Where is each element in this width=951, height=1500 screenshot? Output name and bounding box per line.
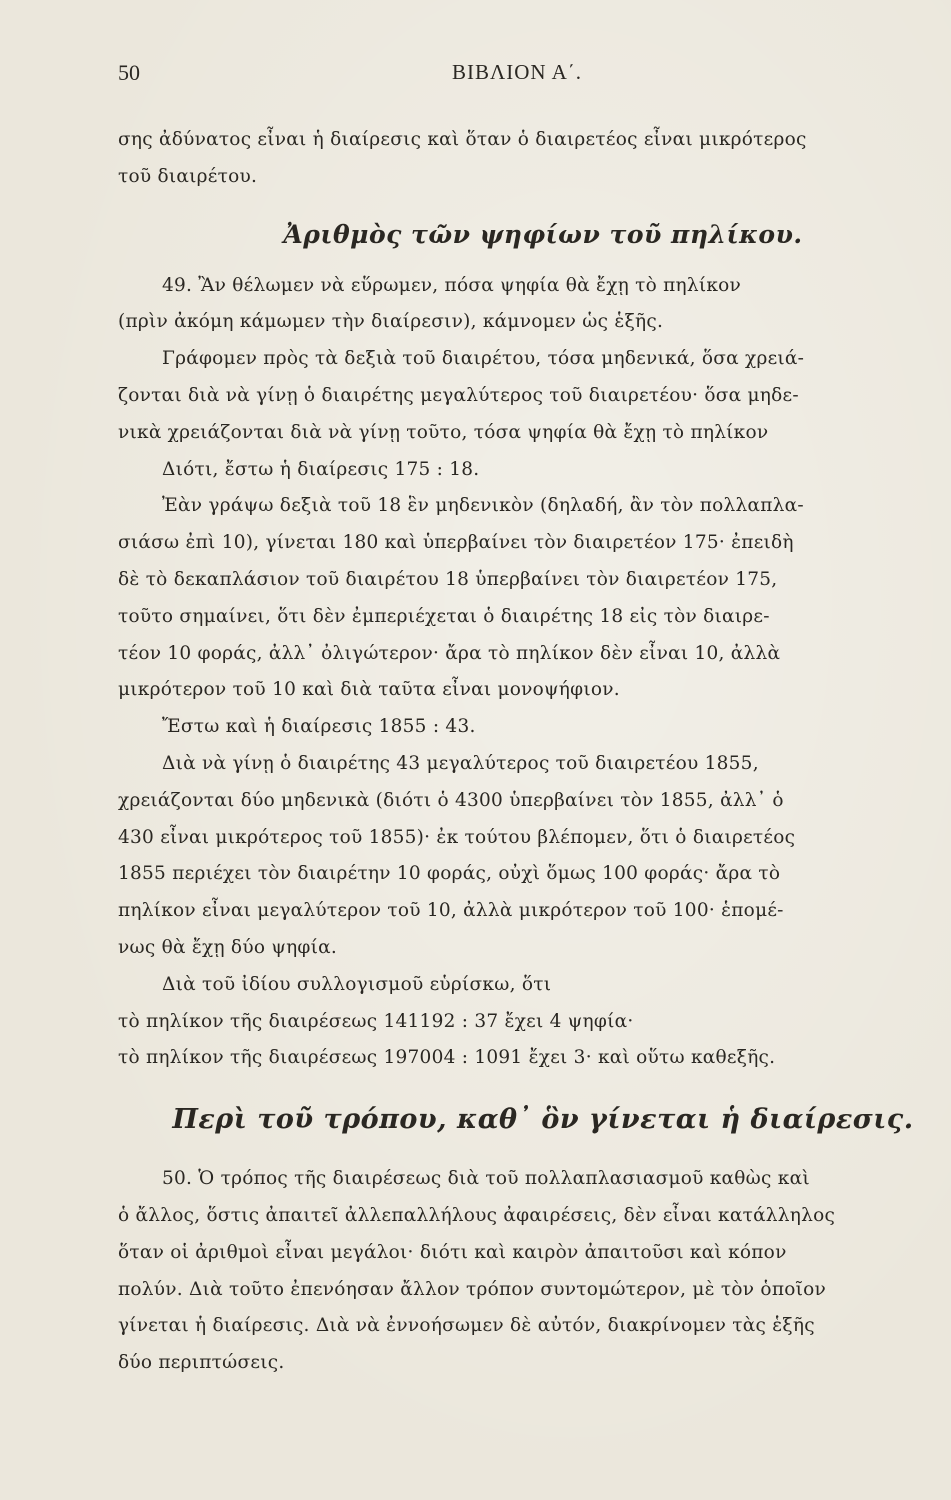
text-line: (πρὶν ἀκόμη κάμωμεν τὴν διαίρεσιν), κάμνομεν ὡς ἑξῆς. (118, 311, 664, 333)
text-line: χρειάζονται δύο μηδενικὰ (διότι ὁ 4300 ὑπερβαίνει τὸν 1855, ἀλλ᾽ ὁ (118, 789, 784, 811)
text-line: τοῦ διαιρέτου. (118, 165, 258, 187)
text-line: 430 εἶναι μικρότερος τοῦ 1855)· ἐκ τούτου βλέπομεν, ὅτι ὁ διαιρετέος (118, 826, 796, 848)
text-line: μικρότερον τοῦ 10 καὶ διὰ ταῦτα εἶναι μονοψήφιον. (118, 679, 620, 701)
example-1855-43: Ἔστω καὶ ἡ διαίρεσις 1855 : 43. (162, 716, 476, 738)
text-line: δύο περιπτώσεις. (118, 1352, 285, 1374)
text-line: νικὰ χρειάζονται διὰ νὰ γίνῃ τοῦτο, τόσα ψηφία θὰ ἔχῃ τὸ πηλίκον (118, 421, 769, 443)
text-line: σης ἀδύνατος εἶναι ἡ διαίρεσις καὶ ὅταν ὁ διαιρετέος εἶναι μικρότερος (118, 129, 807, 150)
text-line: 1855 περιέχει τὸν διαιρέτην 10 φοράς, οὐχὶ ὅμως 100 φοράς· ἄρα τὸ (118, 863, 781, 885)
text-line: σιάσω ἐπὶ 10), γίνεται 180 καὶ ὑπερβαίνει τὸν διαιρετέον 175· ἐπειδὴ (118, 532, 794, 554)
text-line: τέον 10 φοράς, ἀλλ᾽ ὀλιγώτερον· ἄρα τὸ πηλίκον δὲν εἶναι 10, ἀλλὰ (118, 642, 781, 664)
paragraph-rule-start: Γράφομεν πρὸς τὰ δεξιὰ τοῦ διαιρέτου, τόσα μηδενικά, ὅσα χρειά- (162, 348, 805, 370)
text-line: Διὰ τοῦ ἰδίου συλλογισμοῦ εὑρίσκω, ὅτι (162, 973, 552, 995)
text-line: τοῦτο σημαίνει, ὅτι δὲν ἐμπεριέχεται ὁ διαιρέτης 18 εἰς τὸν διαιρε- (118, 605, 770, 627)
text-line: τὸ πηλίκον τῆς διαιρέσεως 197004 : 1091 ἔχει 3· καὶ οὕτω καθεξῆς. (118, 1047, 776, 1069)
text-line: νως θὰ ἔχῃ δύο ψηφία. (118, 936, 338, 958)
section-heading-number-of-digits: Ἀριθμὸς τῶν ψηφίων τοῦ πηλίκου. (283, 219, 803, 249)
text-line: ὅταν οἱ ἀριθμοὶ εἶναι μεγάλοι· διότι καὶ καιρὸν ἀπαιτοῦσι καὶ κόπον (118, 1241, 787, 1263)
paragraph-50-start: 50. Ὁ τρόπος τῆς διαιρέσεως διὰ τοῦ πολλαπλασιασμοῦ καθὼς καὶ (162, 1168, 810, 1190)
text-line: Ἐὰν γράψω δεξιὰ τοῦ 18 ἓν μηδενικὸν (δηλαδή, ἂν τὸν πολλαπλα- (162, 495, 804, 517)
text-line: πηλίκον εἶναι μεγαλύτερον τοῦ 10, ἀλλὰ μικρότερον τοῦ 100· ἑπομέ- (118, 900, 784, 922)
text-line: ὁ ἄλλος, ὅστις ἀπαιτεῖ ἀλλεπαλλήλους ἀφαιρέσεις, δὲν εἶναι κατάλληλος (118, 1204, 836, 1226)
text-line: δὲ τὸ δεκαπλάσιον τοῦ διαιρέτου 18 ὑπερβαίνει τὸν διαιρετέον 175, (118, 568, 778, 590)
section-heading-division-method: Περὶ τοῦ τρόπου, καθ᾽ ὃν γίνεται ἡ διαίρεσις. (172, 1104, 914, 1136)
page-body (118, 122, 938, 1382)
paragraph-49-start: 49. Ἂν θέλωμεν νὰ εὕρωμεν, πόσα ψηφία θὰ ἔχῃ τὸ πηλίκον (162, 274, 742, 296)
text-line: πολύν. Διὰ τοῦτο ἐπενόησαν ἄλλον τρόπον συντομώτερον, μὲ τὸν ὁποῖον (118, 1278, 826, 1300)
running-title: ΒΙΒΛΙΟΝ Α΄. (452, 60, 583, 84)
example-175-18: Διότι, ἔστω ἡ διαίρεσις 175 : 18. (162, 458, 480, 480)
page-number: 50 (118, 60, 140, 85)
text-line: ζονται διὰ νὰ γίνῃ ὁ διαιρέτης μεγαλύτερος τοῦ διαιρετέου· ὅσα μηδε- (118, 384, 799, 406)
text-line: γίνεται ἡ διαίρεσις. Διὰ νὰ ἐννοήσωμεν δὲ αὐτόν, διακρίνομεν τὰς ἑξῆς (118, 1315, 815, 1337)
text-line: τὸ πηλίκον τῆς διαιρέσεως 141192 : 37 ἔχει 4 ψηφία· (118, 1010, 634, 1032)
text-line: Διὰ νὰ γίνῃ ὁ διαιρέτης 43 μεγαλύτερος τοῦ διαιρετέου 1855, (162, 752, 759, 774)
page-header (118, 60, 838, 90)
